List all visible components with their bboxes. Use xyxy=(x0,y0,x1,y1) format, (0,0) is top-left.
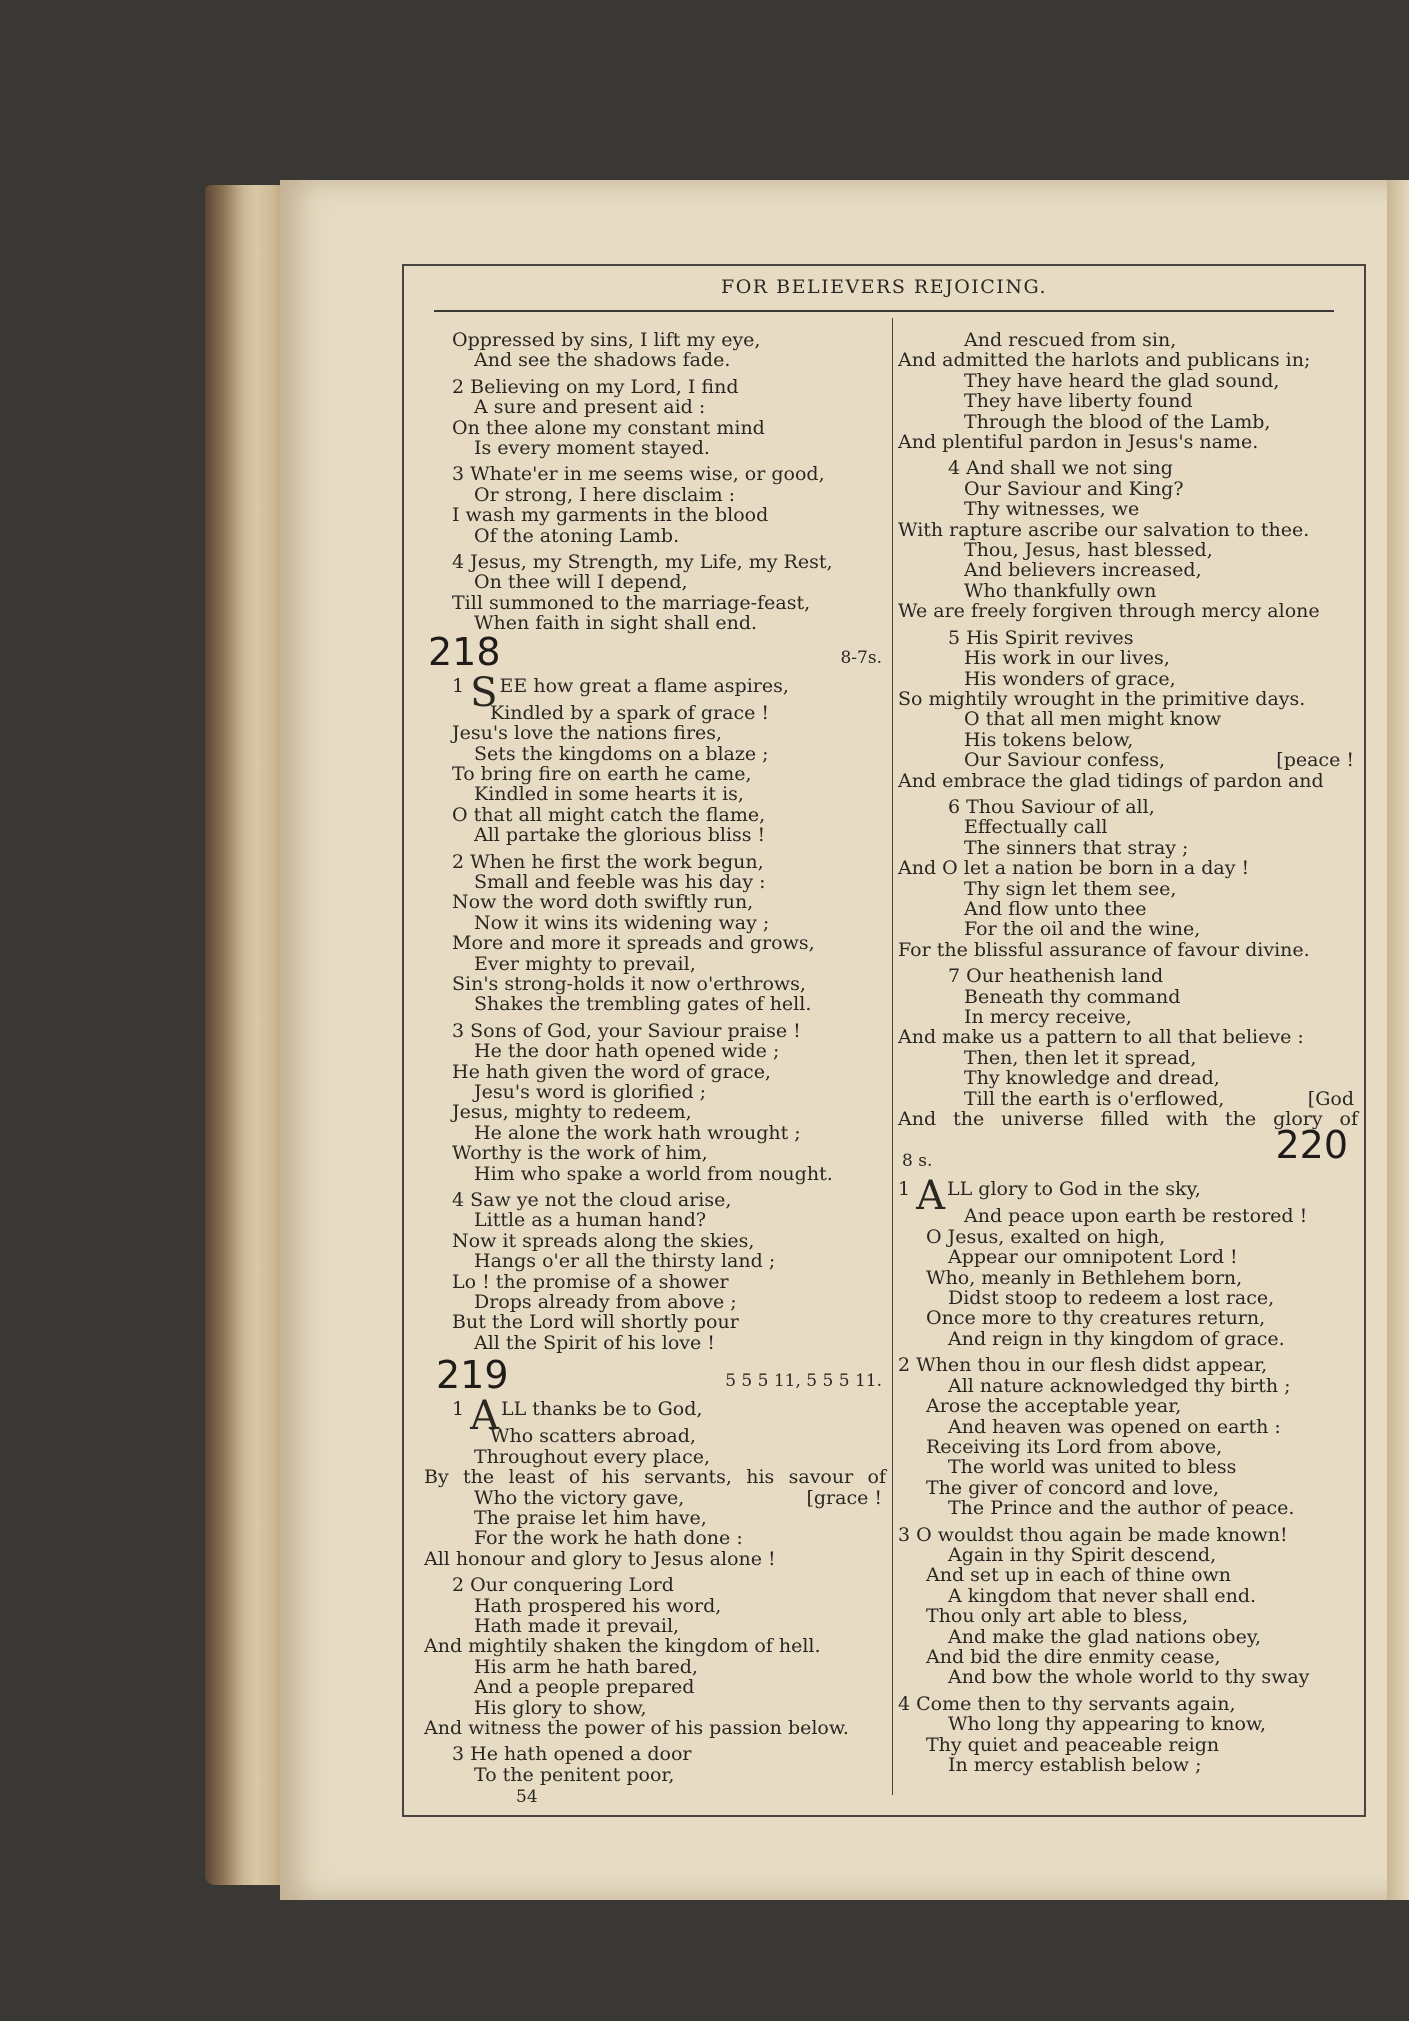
verse-line: Drops already from above ; xyxy=(474,1291,737,1314)
verse-line: And flow unto thee xyxy=(964,897,1147,920)
verse-line: And bid the dire enmity cease, xyxy=(926,1645,1221,1668)
verse-line: Jesu's word is glorified ; xyxy=(474,1081,707,1103)
verse-line: Hath made it prevail, xyxy=(474,1614,680,1637)
verse-line: And the universe filled with the glory of xyxy=(898,1108,1358,1131)
verse-line: Who scatters abroad, xyxy=(490,1425,696,1448)
verse-line: Is every moment stayed. xyxy=(474,437,710,460)
verse-line: For the blissful assurance of favour divine. xyxy=(898,938,1310,961)
verse-line: A sure and present aid : xyxy=(474,396,706,419)
verse-number: 1 xyxy=(898,1178,911,1201)
verse-line: To bring fire on earth he came, xyxy=(452,762,752,785)
verse-line: Throughout every place, xyxy=(474,1445,710,1468)
verse-line: Once more to thy creatures return, xyxy=(926,1307,1266,1330)
right-column xyxy=(898,330,1358,1775)
hymn-number: 218 xyxy=(428,629,501,674)
turnover-text: [God xyxy=(1307,1087,1354,1110)
verse-line: Thou only art able to bless, xyxy=(926,1605,1189,1628)
drop-cap: A xyxy=(470,1393,500,1440)
verse-line: 2 Our conquering Lord xyxy=(452,1574,674,1597)
hymn-220-lines xyxy=(898,1206,1358,1775)
verse-line: O Jesus, exalted on high, xyxy=(926,1225,1166,1248)
verse-line: Now it wins its widening way ; xyxy=(474,911,770,934)
first-line-text: EE how great a flame aspires, xyxy=(499,674,789,697)
verse-line: His work in our lives, xyxy=(964,647,1170,670)
verse-line: 2 When he first the work begun, xyxy=(452,850,764,873)
verse-line: We are freely forgiven through mercy alone xyxy=(898,600,1320,623)
hymn-218-lines xyxy=(424,703,886,1354)
verse-line: And a people prepared xyxy=(474,1676,695,1699)
verse-line-text: Who the victory gave, xyxy=(474,1486,685,1509)
turnover-text: [grace ! xyxy=(806,1486,882,1509)
verse-line: His glory to show, xyxy=(474,1696,647,1719)
verse-line: Arose the acceptable year, xyxy=(926,1395,1182,1418)
book-page-edges xyxy=(205,185,290,1885)
verse-line: In mercy establish below ; xyxy=(948,1754,1202,1776)
hymn-217-continuation xyxy=(424,330,886,634)
verse-line: And see the shadows fade. xyxy=(474,349,731,372)
verse-line xyxy=(898,750,1358,770)
left-column xyxy=(424,330,886,1808)
hymn-meter: 5 5 5 11, 5 5 5 11. xyxy=(725,1371,882,1392)
verse-line: A kingdom that never shall end. xyxy=(948,1584,1257,1607)
verse-line: All nature acknowledged thy birth ; xyxy=(948,1374,1291,1397)
verse-line: O that all might catch the flame, xyxy=(452,803,766,826)
hymn-meter: 8-7s. xyxy=(840,647,882,668)
verse-line-text: Till the earth is o'erflowed, xyxy=(964,1087,1225,1110)
verse-line: Beneath thy command xyxy=(964,985,1181,1008)
running-head: FOR BELIEVERS REJOICING. xyxy=(721,276,1047,298)
verse-line: Worthy is the work of him, xyxy=(452,1142,708,1165)
verse-line: 3 O wouldst thou again be made known! xyxy=(898,1523,1288,1546)
verse-line: He hath given the word of grace, xyxy=(452,1060,771,1083)
drop-cap: S xyxy=(470,669,498,716)
verse-line: For the work he hath done : xyxy=(474,1527,743,1550)
verse-line: Small and feeble was his day : xyxy=(474,870,766,893)
verse-line: In mercy receive, xyxy=(964,1006,1132,1028)
verse-line: Now it spreads along the skies, xyxy=(452,1229,755,1252)
verse-line: And make the glad nations obey, xyxy=(948,1625,1262,1648)
verse-line xyxy=(424,1488,886,1508)
verse-line: Hath prospered his word, xyxy=(474,1594,722,1617)
verse-line: More and more it spreads and grows, xyxy=(452,932,815,955)
verse-line: The world was united to bless xyxy=(948,1456,1237,1479)
verse-line: Who thankfully own xyxy=(964,579,1157,602)
verse-line: Kindled by a spark of grace ! xyxy=(490,701,770,724)
verse-line: And rescued from sin, xyxy=(964,329,1177,351)
verse-line: Till summoned to the marriage-feast, xyxy=(452,591,811,614)
column-rule xyxy=(892,318,893,1795)
first-line-text: LL glory to God in the sky, xyxy=(947,1178,1201,1201)
page-number: 54 xyxy=(516,1787,538,1808)
facing-page-edge xyxy=(1387,180,1409,1900)
verse-line: Our Saviour and King? xyxy=(964,477,1184,500)
hymn-218-heading xyxy=(424,629,886,676)
verse-line: And witness the power of his passion below. xyxy=(424,1716,849,1739)
hymn-219-heading xyxy=(424,1353,886,1399)
verse-line: The giver of concord and love, xyxy=(926,1476,1220,1499)
hymn-219-lines xyxy=(424,1426,886,1785)
verse-line: Who, meanly in Bethlehem born, xyxy=(926,1266,1243,1289)
verse-line: Kindled in some hearts it is, xyxy=(474,783,744,806)
verse-line: So mightily wrought in the primitive days. xyxy=(898,687,1306,710)
verse-line: By the least of his servants, his savour of xyxy=(424,1466,886,1489)
verse-line: Hangs o'er all the thirsty land ; xyxy=(474,1250,776,1273)
verse-line xyxy=(898,1089,1358,1109)
verse-line: And bow the whole world to thy sway xyxy=(948,1666,1310,1689)
verse-line: When faith in sight shall end. xyxy=(474,612,758,635)
verse-line: 7 Our heathenish land xyxy=(948,965,1164,988)
verse-line: But the Lord will shortly pour xyxy=(452,1311,739,1334)
verse-line: Didst stoop to redeem a lost race, xyxy=(948,1287,1275,1310)
verse-line: 4 And shall we not sing xyxy=(948,457,1173,480)
verse-line: The Prince and the author of peace. xyxy=(948,1497,1295,1520)
verse-line: All the Spirit of his love ! xyxy=(474,1331,715,1354)
verse-line: Thy quiet and peaceable reign xyxy=(926,1733,1220,1756)
verse-line: On thee will I depend, xyxy=(474,571,688,594)
verse-line: And reign in thy kingdom of grace. xyxy=(948,1327,1285,1350)
hymn-meter: 8 s. xyxy=(902,1151,933,1172)
verse-line: 5 His Spirit revives xyxy=(948,626,1134,649)
verse-line: His wonders of grace, xyxy=(964,667,1176,690)
verse-line: 3 Whate'er in me seems wise, or good, xyxy=(452,463,825,486)
verse-line: Jesus, mighty to redeem, xyxy=(452,1101,692,1124)
verse-line: Lo ! the promise of a shower xyxy=(452,1270,729,1293)
verse-line: All honour and glory to Jesus alone ! xyxy=(424,1547,776,1570)
verse-line: 6 Thou Saviour of all, xyxy=(948,795,1155,818)
first-line-text: LL thanks be to God, xyxy=(501,1398,703,1421)
verse-line: Jesu's love the nations fires, xyxy=(452,722,723,745)
verse-line: His arm he hath bared, xyxy=(474,1655,698,1678)
verse-line: Ever mighty to prevail, xyxy=(474,952,696,975)
turnover-text: [peace ! xyxy=(1276,749,1354,772)
hymn-220-heading xyxy=(898,1123,1358,1173)
verse-line: Through the blood of the Lamb, xyxy=(964,410,1271,433)
verse-line: And embrace the glad tidings of pardon and xyxy=(898,769,1324,792)
verse-line: They have liberty found xyxy=(964,390,1193,413)
verse-line: Sets the kingdoms on a blaze ; xyxy=(474,742,769,765)
verse-line: All partake the glorious bliss ! xyxy=(474,824,766,847)
verse-line: 4 Come then to thy servants again, xyxy=(898,1692,1236,1715)
verse-line: Or strong, I here disclaim : xyxy=(474,483,736,506)
verse-line: I wash my garments in the blood xyxy=(452,504,769,527)
verse-number: 1 xyxy=(452,674,465,697)
drop-cap: A xyxy=(916,1173,946,1220)
hymn-number: 220 xyxy=(1275,1123,1348,1168)
verse-line: And make us a pattern to all that believe : xyxy=(898,1026,1304,1049)
verse-line: O that all men might know xyxy=(964,708,1222,731)
verse-line: And mightily shaken the kingdom of hell. xyxy=(424,1635,821,1658)
verse-line: And O let a nation be born in a day ! xyxy=(898,857,1250,880)
verse-line: Thy knowledge and dread, xyxy=(964,1067,1220,1090)
verse-line: Appear our omnipotent Lord ! xyxy=(948,1246,1238,1269)
verse-line: On thee alone my constant mind xyxy=(452,416,765,439)
verse-line: 3 He hath opened a door xyxy=(452,1743,692,1766)
verse-line: The praise let him have, xyxy=(474,1506,707,1529)
verse-line: 4 Saw ye not the cloud arise, xyxy=(452,1189,732,1212)
verse-line: Shakes the trembling gates of hell. xyxy=(474,993,812,1016)
verse-line: And heaven was opened on earth : xyxy=(948,1415,1281,1438)
verse-line: 2 When thou in our flesh didst appear, xyxy=(898,1354,1268,1377)
verse-line: Of the atoning Lamb. xyxy=(474,524,680,547)
verse-line: His tokens below, xyxy=(964,728,1134,751)
verse-line: With rapture ascribe our salvation to thee. xyxy=(898,518,1310,541)
verse-line: 4 Jesus, my Strength, my Life, my Rest, xyxy=(452,551,833,574)
verse-line-text: Our Saviour confess, xyxy=(964,749,1166,772)
verse-line: To the penitent poor, xyxy=(474,1763,675,1786)
hymn-219-continuation xyxy=(898,330,1358,1129)
head-rule xyxy=(434,310,1334,312)
verse-line: Receiving its Lord from above, xyxy=(926,1435,1223,1458)
verse-line: Thy witnesses, we xyxy=(964,498,1140,521)
hymn-number: 219 xyxy=(436,1353,509,1398)
verse-line: 3 Sons of God, your Saviour praise ! xyxy=(452,1019,801,1042)
verse-line: He alone the work hath wrought ; xyxy=(474,1121,801,1144)
verse-line: And plentiful pardon in Jesus's name. xyxy=(898,431,1259,454)
verse-line: And peace upon earth be restored ! xyxy=(964,1205,1308,1228)
verse-line: Now the word doth swiftly run, xyxy=(452,891,754,914)
verse-line: And set up in each of thine own xyxy=(926,1564,1232,1587)
verse-line: Oppressed by sins, I lift my eye, xyxy=(452,329,761,351)
verse-line: The sinners that stray ; xyxy=(964,836,1189,859)
verse-line: They have heard the glad sound, xyxy=(964,369,1280,392)
verse-number: 1 xyxy=(452,1398,465,1421)
verse-line: Thy sign let them see, xyxy=(964,877,1177,900)
verse-line: He the door hath opened wide ; xyxy=(474,1040,780,1063)
verse-line: Thou, Jesus, hast blessed, xyxy=(964,539,1213,562)
verse-line: Sin's strong-holds it now o'erthrows, xyxy=(452,972,806,995)
verse-line: Who long thy appearing to know, xyxy=(948,1713,1267,1736)
verse-line: Little as a human hand? xyxy=(474,1209,707,1232)
verse-line: Again in thy Spirit descend, xyxy=(948,1543,1217,1566)
verse-line: And admitted the harlots and publicans in; xyxy=(898,349,1311,372)
page-frame xyxy=(402,264,1366,1817)
verse-line: Effectually call xyxy=(964,816,1108,839)
verse-line: For the oil and the wine, xyxy=(964,918,1201,941)
verse-line: Then, then let it spread, xyxy=(964,1046,1197,1069)
verse-line: 2 Believing on my Lord, I find xyxy=(452,375,739,398)
verse-line: Him who spake a world from nought. xyxy=(474,1162,833,1185)
verse-line: And believers increased, xyxy=(964,559,1202,582)
